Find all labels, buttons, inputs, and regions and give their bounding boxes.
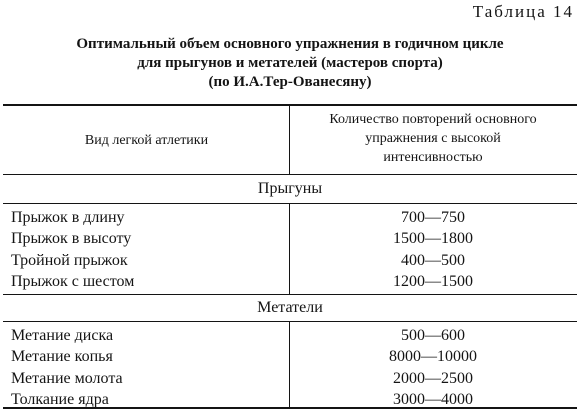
event-name: Метание молота [11, 369, 123, 387]
table-caption [0, 35, 580, 92]
event-name: Прыжок в длину [11, 209, 125, 226]
jumpers-event-list [11, 207, 287, 292]
repetitions-value: 2000—2500 [393, 369, 473, 387]
repetitions-value: 700—750 [401, 209, 465, 226]
throwers-event-list [11, 325, 287, 410]
event-name: Прыжок в высоту [11, 230, 132, 248]
event-name: Тройной прыжок [11, 251, 128, 269]
header-event-type: Вид легкой атлетики [84, 132, 209, 148]
caption-line-2: для прыгунов и метателей (мастеров спорта) [137, 55, 443, 71]
event-name: Прыжок с шестом [11, 272, 135, 290]
jumpers-value-list [291, 207, 575, 292]
header-repetitions-line-3: интенсивностью [383, 150, 483, 165]
section-title-jumpers: Прыгуны [257, 180, 323, 197]
table-number: Таблица 14 [472, 2, 574, 21]
repetitions-value: 400—500 [401, 251, 465, 269]
caption-line-3: (по И.А.Тер-Ованесяну) [208, 74, 372, 90]
section-title-throwers: Метатели [257, 299, 323, 316]
header-repetitions-line-2: упражнения с высокой [365, 131, 501, 146]
column-divider-throwers [289, 322, 290, 407]
repetitions-value: 3000—4000 [393, 390, 473, 408]
table-top-rule [3, 104, 577, 106]
repetitions-value: 8000—10000 [389, 348, 477, 366]
column-divider-jumpers [289, 204, 290, 294]
header-repetitions-line-1: Количество повторений основного [329, 112, 537, 127]
repetitions-value: 500—600 [401, 327, 465, 344]
throwers-value-list [291, 325, 575, 410]
repetitions-value: 1500—1800 [393, 230, 473, 248]
repetitions-value: 1200—1500 [393, 272, 473, 290]
event-name: Толкание ядра [11, 390, 109, 408]
section-1-bottom-rule [3, 203, 577, 204]
event-name: Метание диска [11, 327, 114, 344]
event-name: Метание копья [11, 348, 113, 366]
header-repetitions [291, 110, 575, 172]
caption-line-1: Оптимальный объем основного упражнения в годичном цикле [76, 36, 504, 52]
